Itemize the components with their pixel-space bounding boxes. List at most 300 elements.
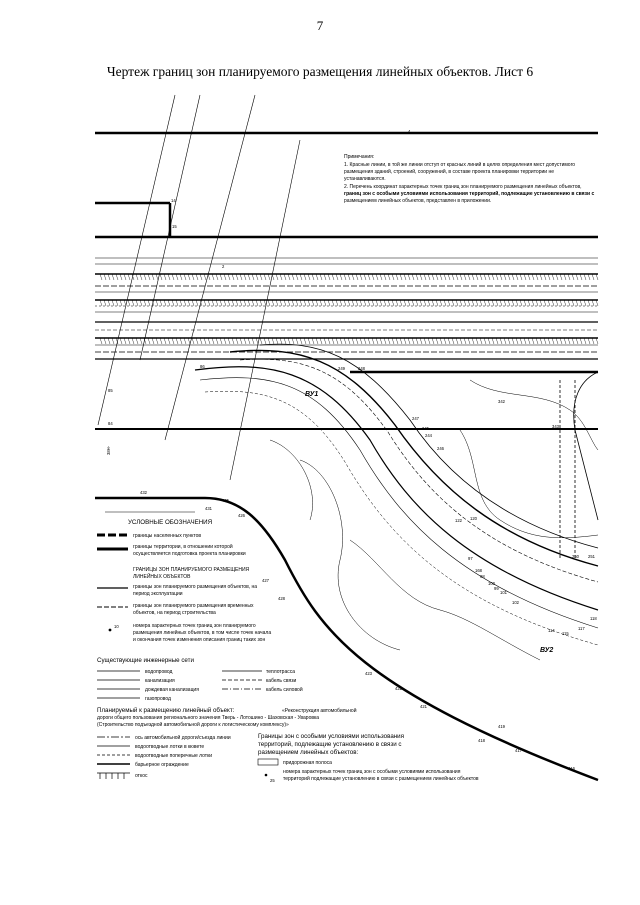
hatch-stroke [216, 300, 218, 306]
hatch-stroke [460, 300, 462, 306]
hatch-stroke [208, 338, 210, 344]
hatch-stroke [284, 300, 286, 306]
hatch-stroke [448, 300, 450, 306]
legend-rain-sewer: дождевая канализация [145, 687, 199, 693]
point-label: 417 [515, 748, 522, 753]
hatch-stroke [268, 338, 270, 344]
hatch-stroke [300, 274, 302, 280]
hatch-stroke [548, 300, 550, 306]
hatch-stroke [204, 300, 206, 306]
hatch-stroke [140, 338, 142, 344]
hatch-stroke [504, 274, 506, 280]
hatch-stroke [532, 338, 534, 344]
hatch-stroke [172, 274, 174, 280]
legend-sample-point-2: 25 [270, 778, 275, 783]
hatch-stroke [592, 274, 594, 280]
hatch-stroke [448, 274, 450, 280]
point-labels [108, 129, 597, 771]
notes-block [344, 154, 594, 204]
hatch-stroke [544, 338, 546, 344]
hatch-stroke [304, 338, 306, 344]
hatch-stroke [324, 274, 326, 280]
point-label: 246 [437, 446, 444, 451]
hatch-stroke [276, 274, 278, 280]
legend-planned-desc-2: дороги общего пользования регионального значения Тверь - Лотошино - Шаховская - Уваровка [97, 715, 320, 721]
hatch-stroke [292, 274, 294, 280]
hatch-stroke [384, 338, 386, 344]
hatch-stroke [236, 274, 238, 280]
hatch-stroke [260, 300, 262, 306]
hatch-stroke [264, 274, 266, 280]
hatch-stroke [536, 338, 538, 344]
hatch-stroke [292, 338, 294, 344]
hatch-stroke [232, 274, 234, 280]
point-label: 168 [475, 568, 482, 573]
hatch-stroke [336, 338, 338, 344]
notes-line-6: размещением линейных объектов, представлен в приложении. [344, 198, 492, 204]
hatch-stroke [252, 338, 254, 344]
point-label: 428 [278, 596, 285, 601]
point-label: 416 [568, 766, 575, 771]
legend-territory-2: осуществляется подготовка проекта планировки [133, 551, 246, 557]
hatch-stroke [180, 274, 182, 280]
notes-line-1: 1. Красные линии, в той же линии отступ от красных линий в целях определения мест допустимого [344, 162, 576, 168]
hatch-stroke [556, 274, 558, 280]
hatch-stroke [132, 300, 134, 306]
hatch-stroke [124, 274, 126, 280]
hatch-stroke [208, 274, 210, 280]
notes-line-4: 2. Перечень координат характерных точек границ зон планируемого размещения линейных объектов, [344, 184, 582, 190]
hatch-stroke [472, 338, 474, 344]
hatch-stroke [228, 338, 230, 344]
point-label: 98 [480, 574, 485, 579]
hatch-stroke [500, 338, 502, 344]
hatch-stroke [372, 274, 374, 280]
hatch-stroke [248, 338, 250, 344]
point-label: 421 [420, 704, 427, 709]
hatch-stroke [544, 274, 546, 280]
hatch-stroke [196, 338, 198, 344]
legend-zones-title-1: ГРАНИЦЫ ЗОН ПЛАНИРУЕМОГО РАЗМЕЩЕНИЯ [133, 567, 250, 573]
hatch-stroke [472, 300, 474, 306]
hatch-stroke [164, 338, 166, 344]
hatch-stroke [400, 300, 402, 306]
hatch-stroke [348, 300, 350, 306]
hatch-stroke [160, 274, 162, 280]
legend-power-cable: кабель силовой [266, 687, 303, 693]
hatch-stroke [216, 274, 218, 280]
hatch-stroke [560, 274, 562, 280]
hatch-stroke [340, 338, 342, 344]
hatch-stroke [108, 300, 110, 306]
hatch-stroke [156, 274, 158, 280]
hatch-stroke [148, 274, 150, 280]
point-label: 2 [222, 264, 225, 269]
hatch-stroke [476, 338, 478, 344]
hatch-stroke [504, 300, 506, 306]
page-title: Чертеж границ зон планируемого размещения линейных объектов. Лист 6 [106, 64, 534, 79]
hatch-stroke [184, 274, 186, 280]
hatch-stroke [404, 274, 406, 280]
hatch-stroke [204, 274, 206, 280]
hatch-stroke [176, 300, 178, 306]
hatch-stroke [456, 274, 458, 280]
hatch-stroke [252, 300, 254, 306]
hatch-stroke [396, 274, 398, 280]
hatch-stroke [144, 274, 146, 280]
notes-line-5: границ зон с особыми условиями использования территорий, подлежащие установлению в связи с [344, 191, 595, 197]
hatch-stroke [368, 300, 370, 306]
hatch-stroke [352, 274, 354, 280]
hatch-stroke [264, 300, 266, 306]
hatch-stroke [376, 300, 378, 306]
hatch-stroke [352, 338, 354, 344]
hatch-stroke [408, 274, 410, 280]
hatch-stroke [464, 338, 466, 344]
hatch-stroke [484, 300, 486, 306]
hatch-stroke [376, 338, 378, 344]
hatch-stroke [248, 274, 250, 280]
hatch-stroke [396, 300, 398, 306]
hatch-stroke [324, 300, 326, 306]
hatch-stroke [156, 300, 158, 306]
hatch-stroke [572, 274, 574, 280]
hatch-stroke [556, 300, 558, 306]
hatch-stroke [256, 300, 258, 306]
legend-barrier: барьерное ограждение [135, 762, 189, 768]
hatch-stroke [232, 338, 234, 344]
hatch-stroke [524, 274, 526, 280]
hatch-stroke [212, 338, 214, 344]
ramp-curves [195, 344, 598, 645]
point-label: 14 [171, 198, 176, 203]
hatch-stroke [468, 300, 470, 306]
hatch-stroke [248, 300, 250, 306]
hatch-stroke [280, 274, 282, 280]
hatch-stroke [112, 300, 114, 306]
hatch-stroke [228, 274, 230, 280]
hatch-stroke [140, 300, 142, 306]
hatch-stroke [420, 300, 422, 306]
hatch-stroke [312, 338, 314, 344]
hatch-stroke [276, 300, 278, 306]
hatch-stroke [280, 300, 282, 306]
hatch-stroke [512, 300, 514, 306]
hatch-stroke [452, 274, 454, 280]
hatch-stroke [548, 274, 550, 280]
hatch-stroke [552, 300, 554, 306]
hatch-stroke [308, 274, 310, 280]
hatch-stroke [316, 300, 318, 306]
hatch-stroke [308, 300, 310, 306]
hatch-stroke [568, 300, 570, 306]
hatch-stroke [376, 274, 378, 280]
hatch-stroke [112, 274, 114, 280]
hatch-stroke [480, 274, 482, 280]
hatch-stroke [432, 274, 434, 280]
hatch-stroke [268, 300, 270, 306]
hatch-stroke [584, 274, 586, 280]
hatch-stroke [452, 338, 454, 344]
hatch-stroke [532, 274, 534, 280]
label-bu2: ВУ2 [540, 647, 554, 654]
legend-water: водопровод [145, 669, 173, 675]
hatch-stroke [292, 300, 294, 306]
hatch-stroke [192, 274, 194, 280]
hatch-stroke [456, 300, 458, 306]
hatch-stroke [488, 274, 490, 280]
legend-planned-title: Планируемый к размещению линейный объект: [97, 707, 235, 714]
hatch-stroke [224, 338, 226, 344]
hatch-stroke [312, 300, 314, 306]
point-label: 85 [108, 388, 113, 393]
hatch-stroke [172, 338, 174, 344]
hatch-stroke [272, 338, 274, 344]
hatch-stroke [120, 338, 122, 344]
hatch-stroke [252, 274, 254, 280]
hatch-stroke [548, 338, 550, 344]
hatch-stroke [236, 338, 238, 344]
hatch-stroke [324, 338, 326, 344]
hatch-stroke [364, 274, 366, 280]
hatch-stroke [336, 274, 338, 280]
legend-special-points-2: территорий подлежащие установлению в связи с размещением линейных объектов [283, 776, 479, 782]
hatch-stroke [236, 300, 238, 306]
hatch-stroke [560, 300, 562, 306]
legend-networks-title: Существующие инженерные сети [97, 657, 194, 664]
hatch-stroke [104, 300, 106, 306]
hatch-stroke [488, 338, 490, 344]
hatch-stroke [328, 300, 330, 306]
hatch-stroke [124, 300, 126, 306]
hatch-stroke [220, 338, 222, 344]
hatch-stroke [240, 300, 242, 306]
hatch-stroke [512, 274, 514, 280]
legend-swatch-point [109, 629, 112, 632]
hatch-stroke [356, 338, 358, 344]
hatch-stroke [124, 338, 126, 344]
hatch-stroke [356, 300, 358, 306]
hatch-stroke [288, 274, 290, 280]
hatch-stroke [596, 338, 598, 344]
hatch-stroke [596, 274, 598, 280]
hatch-stroke [128, 274, 130, 280]
hatch-stroke [192, 338, 194, 344]
hatch-stroke [216, 338, 218, 344]
hatch-stroke [560, 338, 562, 344]
hatch-stroke [300, 338, 302, 344]
hatch-stroke [332, 274, 334, 280]
hatch-stroke [520, 274, 522, 280]
hatch-stroke [520, 300, 522, 306]
hatch-stroke [340, 300, 342, 306]
hatch-stroke [196, 274, 198, 280]
hatch-stroke [476, 274, 478, 280]
hatch-stroke [100, 338, 102, 344]
hatch-stroke [540, 338, 542, 344]
hatch-stroke [320, 274, 322, 280]
hatch-stroke [136, 300, 138, 306]
hatch-stroke [392, 300, 394, 306]
hatch-stroke [464, 300, 466, 306]
point-label: 422 [395, 686, 402, 691]
hatch-stroke [296, 300, 298, 306]
legend-settlements: границы населенных пунктов [133, 533, 202, 539]
hatch-stroke [580, 338, 582, 344]
hatch-stroke [356, 274, 358, 280]
hatch-stroke [340, 274, 342, 280]
hatch-stroke [508, 274, 510, 280]
notes-heading: Примечания: [344, 154, 375, 160]
hatch-stroke [408, 338, 410, 344]
hatch-stroke [408, 300, 410, 306]
hatch-stroke [128, 338, 130, 344]
legend-title: УСЛОВНЫЕ ОБОЗНАЧЕНИЯ [128, 519, 213, 526]
hatch-stroke [416, 274, 418, 280]
hatch-stroke [176, 274, 178, 280]
hatch-stroke [268, 274, 270, 280]
hatch-stroke [156, 338, 158, 344]
hatch-stroke [388, 300, 390, 306]
hatch-stroke [296, 274, 298, 280]
point-label: 418 [478, 738, 485, 743]
hatch-stroke [344, 300, 346, 306]
point-label: 427 [262, 578, 269, 583]
hatch-stroke [372, 300, 374, 306]
hatch-stroke [348, 274, 350, 280]
hatch-stroke [272, 300, 274, 306]
hatch-stroke [440, 338, 442, 344]
hatch-stroke [424, 338, 426, 344]
point-label: 245 [422, 426, 429, 431]
hatch-stroke [120, 300, 122, 306]
hatch-stroke [160, 338, 162, 344]
hatch-stroke [220, 274, 222, 280]
hatch-stroke [100, 274, 102, 280]
hatch-stroke [556, 338, 558, 344]
hatch-stroke [392, 274, 394, 280]
hatch-stroke [532, 300, 534, 306]
hatch-stroke [592, 300, 594, 306]
hatch-stroke [444, 300, 446, 306]
legend-comm-cable: кабель связи [266, 678, 297, 684]
hatch-stroke [368, 274, 370, 280]
point-label: 4 [408, 129, 411, 134]
hatch-stroke [180, 300, 182, 306]
hatch-stroke [232, 300, 234, 306]
hatch-stroke [200, 338, 202, 344]
hatch-stroke [480, 300, 482, 306]
point-label: 84 [108, 421, 113, 426]
hatch-stroke [176, 338, 178, 344]
hatch-stroke [280, 338, 282, 344]
legend-water-trays: водоотводные лотки в кювете [135, 744, 205, 750]
hatch-stroke [448, 338, 450, 344]
hatch-stroke [208, 300, 210, 306]
hatch-stroke [344, 338, 346, 344]
hatch-stroke [568, 338, 570, 344]
hatch-stroke [588, 300, 590, 306]
legend-points-1: номера характерных точек границ зон планируемого [133, 623, 256, 629]
hatch-stroke [552, 338, 554, 344]
hatch-stroke [516, 274, 518, 280]
hatch-stroke [188, 274, 190, 280]
hatch-stroke [500, 274, 502, 280]
point-label: 118 [590, 616, 597, 621]
hatch-stroke [380, 274, 382, 280]
hatch-stroke [540, 274, 542, 280]
hatch-stroke [336, 300, 338, 306]
legend-heat: теплотрасса [266, 669, 295, 675]
hatch-stroke [468, 274, 470, 280]
hatch-stroke [220, 300, 222, 306]
hatch-stroke [364, 338, 366, 344]
hatch-stroke [568, 274, 570, 280]
label-road-left: 38Н- [106, 445, 111, 455]
hatch-stroke [420, 338, 422, 344]
hatch-stroke [256, 338, 258, 344]
point-label: 247 [412, 416, 419, 421]
legend-special-points-1: номера характерных точек границ зон с особыми условиями использования [283, 769, 461, 775]
hatch-stroke [284, 338, 286, 344]
hatch-stroke [512, 338, 514, 344]
legend-planned-desc-1: «Реконструкция автомобильной [282, 708, 357, 714]
hatch-stroke [504, 338, 506, 344]
hatch-stroke [168, 300, 170, 306]
hatch-stroke [492, 274, 494, 280]
hatch-stroke [424, 274, 426, 280]
hatch-stroke [444, 274, 446, 280]
hatch-stroke [536, 300, 538, 306]
hatch-stroke [180, 338, 182, 344]
hatch-stroke [380, 338, 382, 344]
hatch-stroke [360, 274, 362, 280]
legend-roadside-strip: придорожная полоса [283, 760, 332, 766]
hatch-stroke [576, 300, 578, 306]
hatch-stroke [428, 338, 430, 344]
hatch-stroke [392, 338, 394, 344]
point-label: 117 [578, 626, 585, 631]
point-label: 97 [468, 556, 473, 561]
hatch-stroke [168, 338, 170, 344]
hatch-stroke [132, 338, 134, 344]
hatch-stroke [416, 300, 418, 306]
hatch-stroke [160, 300, 162, 306]
hatch-stroke [188, 300, 190, 306]
hatch-stroke [572, 300, 574, 306]
hatch-stroke [488, 300, 490, 306]
hatch-stroke [320, 338, 322, 344]
point-label: 100 [488, 581, 495, 586]
hatch-stroke [196, 300, 198, 306]
hatch-stroke [276, 338, 278, 344]
diagonal-lines [98, 95, 300, 480]
hatch-stroke [200, 274, 202, 280]
hatch-stroke [108, 338, 110, 344]
point-label: 114 [548, 628, 555, 633]
hatch-stroke [264, 338, 266, 344]
hatch-stroke [388, 338, 390, 344]
legend-points-2: размещения линейных объектов, в том числе точек начала [133, 630, 272, 636]
legend-territory-1: границы территории, в отношении которой [133, 544, 233, 550]
label-bu1: ВУ1 [305, 391, 319, 398]
hatch-stroke [128, 300, 130, 306]
hatch-stroke [484, 274, 486, 280]
hatch-stroke [144, 300, 146, 306]
right-structure [560, 372, 598, 560]
legend-operation-1: границы зон планируемого размещения объектов, на [133, 584, 258, 590]
hatch-stroke [468, 338, 470, 344]
